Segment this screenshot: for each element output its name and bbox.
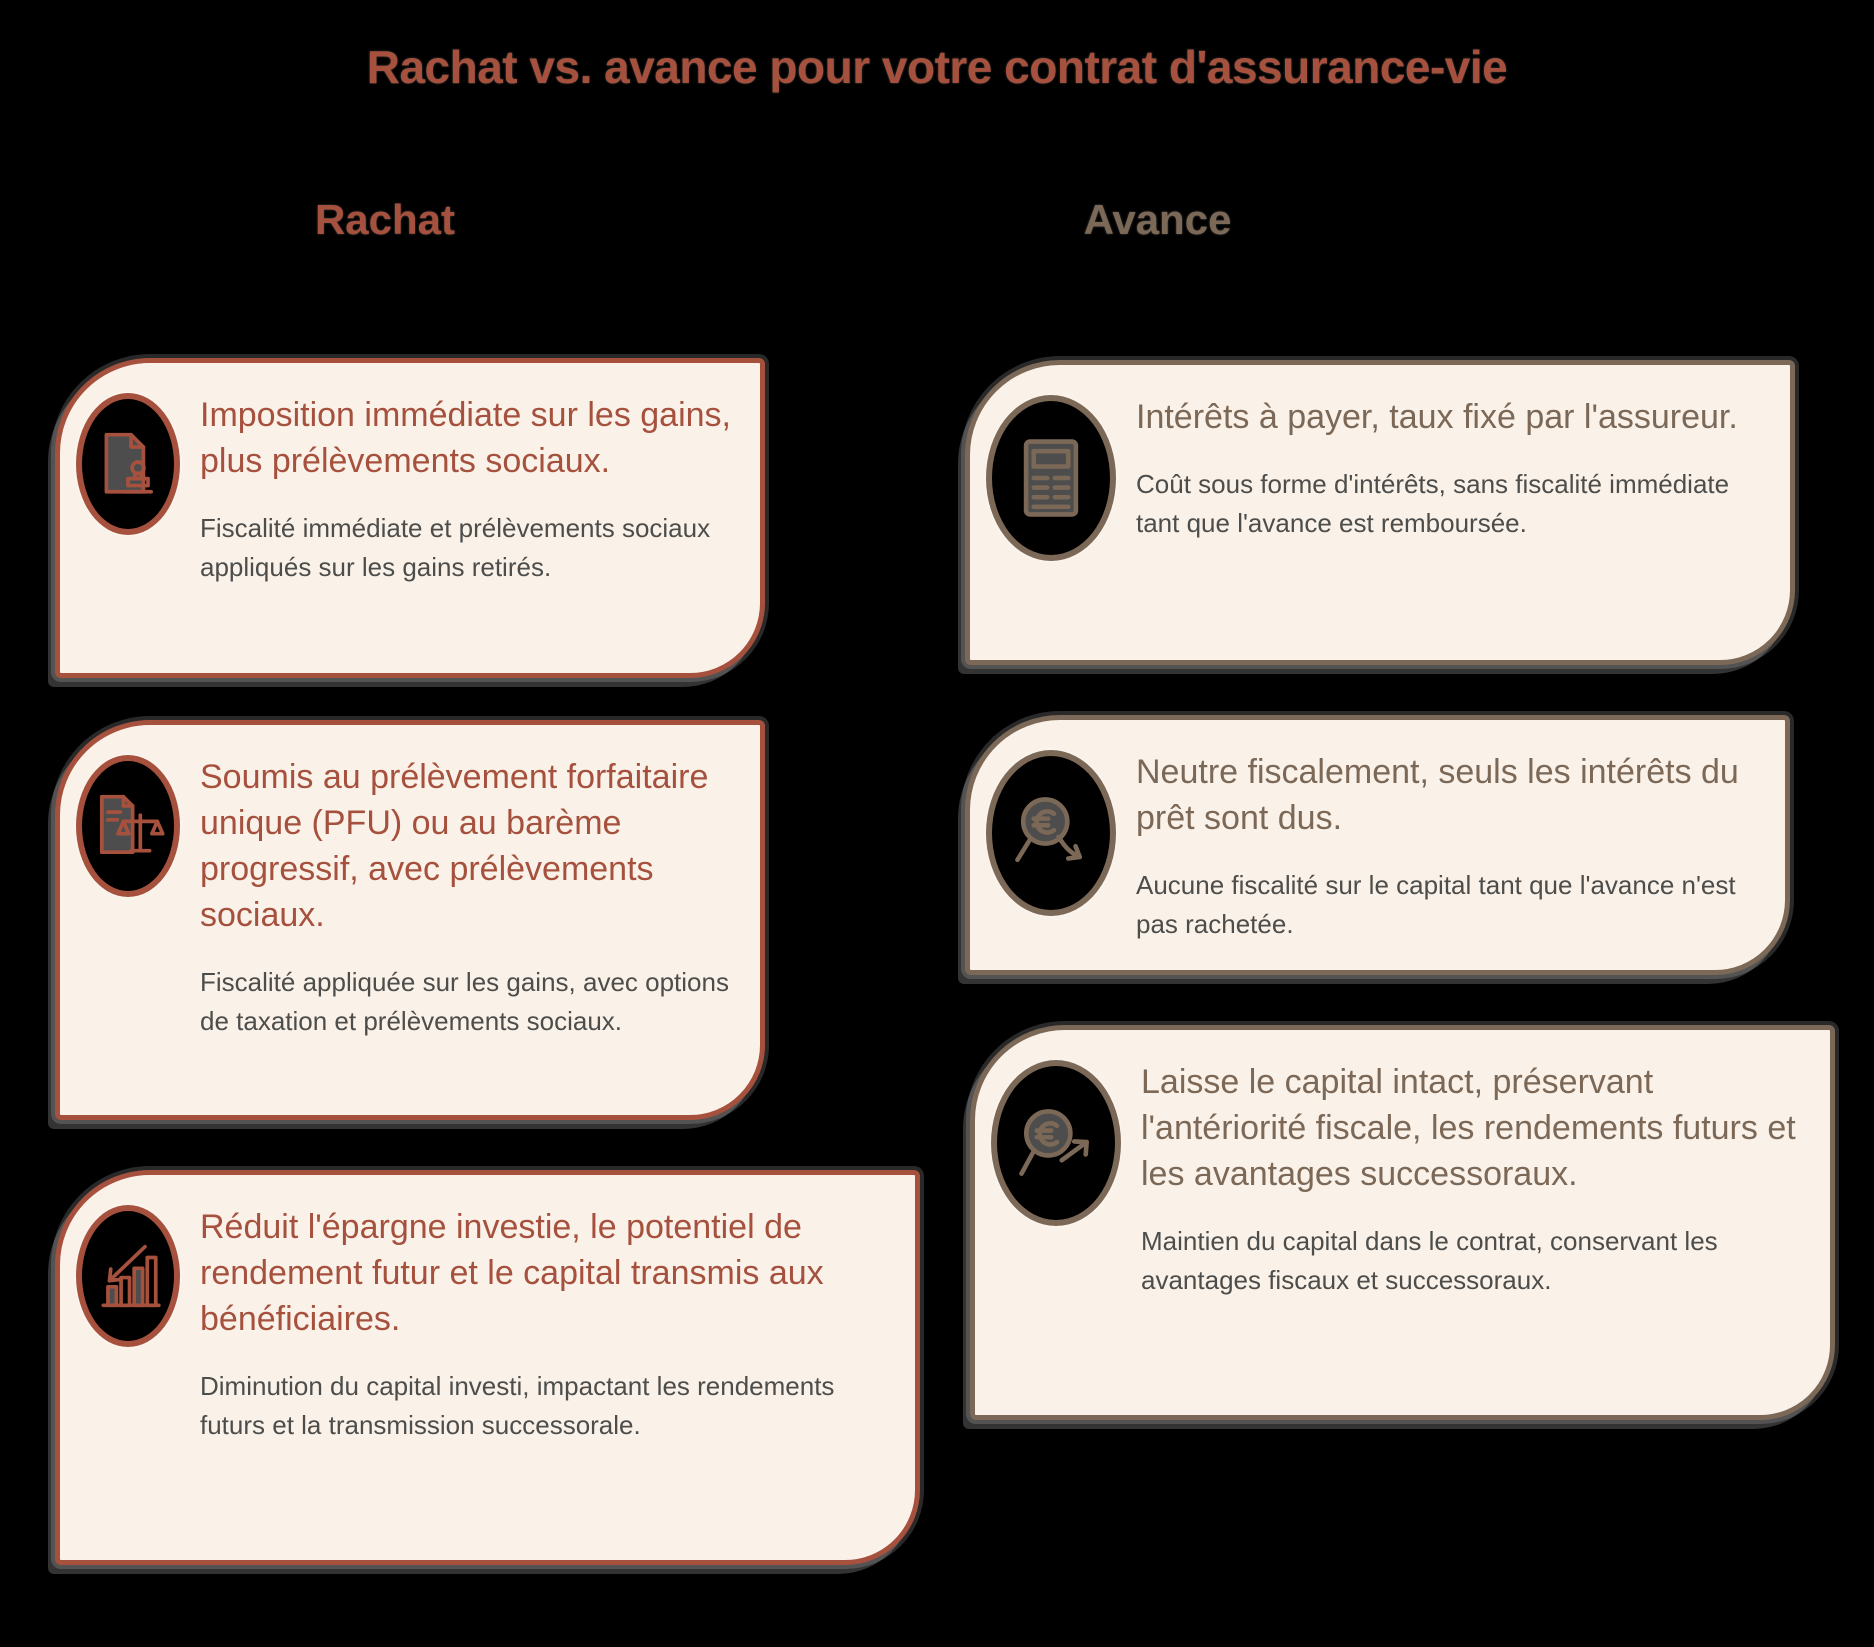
card-rachat-imposition [55,358,765,678]
column-header-avance: Avance [1083,196,1232,243]
card-heading: Neutre fiscalement, seuls les intérêts du prêt sont dus. [1136,753,1739,837]
icon-circle [986,395,1116,561]
card-avance-capital-intact [970,1025,1835,1420]
icon-circle [991,1060,1121,1226]
declining-chart-icon [91,1226,165,1326]
column-header-rachat: Rachat [314,196,456,243]
card-heading: Intérêts à payer, taux fixé par l'assureur. [1136,398,1738,436]
card-avance-neutre [965,715,1790,975]
card-heading: Réduit l'épargne investie, le potentiel de rendement futur et le capital transmis aux bénéficiaires. [200,1208,824,1338]
icon-circle [986,750,1116,916]
page-title: Rachat vs. avance pour votre contrat d'assurance-vie [366,41,1508,93]
card-body: Coût sous forme d'intérêts, sans fiscalité immédiate tant que l'avance est remboursée. [1136,468,1730,538]
card-heading: Laisse le capital intact, préservant l'antériorité fiscale, les rendements futurs et les avantages successoraux. [1141,1063,1796,1193]
card-avance-interets [965,360,1795,665]
card-rachat-reduction [55,1170,920,1565]
card-body: Fiscalité appliquée sur les gains, avec options de taxation et prélèvements sociaux. [200,966,729,1036]
card-heading: Soumis au prélèvement forfaitaire unique (PFU) ou au barème progressif, avec prélèvements sociaux. [200,758,709,934]
calculator-icon [1005,419,1097,537]
card-body: Diminution du capital investi, impactant les rendements futurs et la transmission successorale. [200,1370,835,1440]
magnifier-euro-growth-icon [1010,1084,1102,1202]
document-scales-icon [91,776,165,876]
document-stamp-icon [91,414,165,514]
card-heading: Imposition immédiate sur les gains, plus prélèvements sociaux. [200,396,732,480]
icon-circle [76,1205,180,1347]
card-rachat-pfu [55,720,765,1120]
magnifier-euro-icon [1005,774,1097,892]
icon-circle [76,393,180,535]
icon-circle [76,755,180,897]
card-body: Maintien du capital dans le contrat, conservant les avantages fiscaux et successoraux. [1141,1225,1718,1295]
card-body: Fiscalité immédiate et prélèvements sociaux appliqués sur les gains retirés. [200,512,711,582]
card-body: Aucune fiscalité sur le capital tant que l'avance n'est pas rachetée. [1136,869,1736,939]
